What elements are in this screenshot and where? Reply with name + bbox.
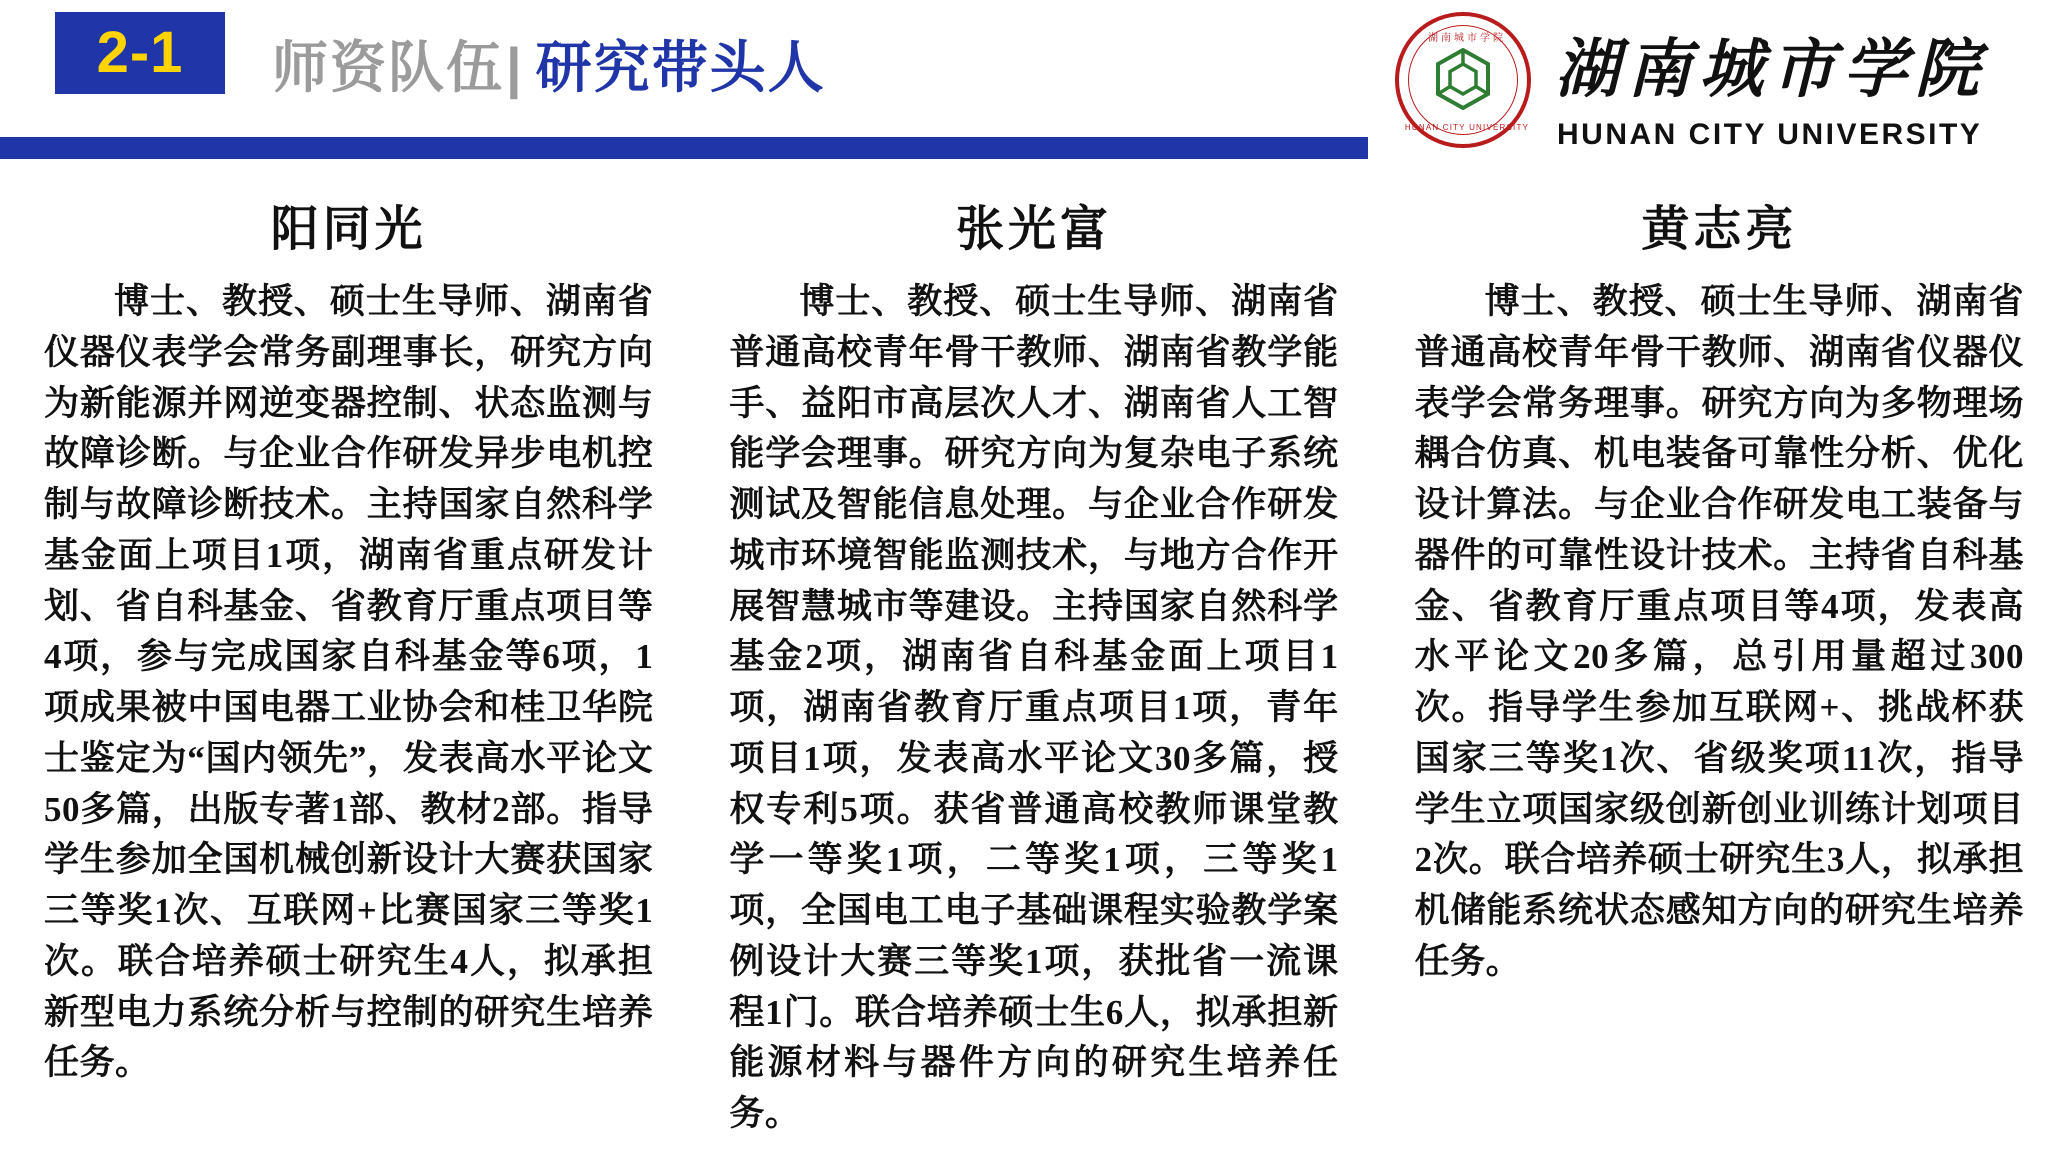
- person-name: 张光富: [955, 203, 1112, 256]
- page-title-separator: |: [506, 36, 522, 99]
- person-name: 黄志亮: [1641, 203, 1798, 256]
- seal-top-label: 湖南城市学院: [1428, 33, 1506, 44]
- university-seal-icon: [1395, 12, 1531, 148]
- person-bio: 博士、教授、硕士生导师、湖南省普通高校青年骨干教师、湖南省仪器仪表学会常务理事。研究方向为多物理场耦合仿真、机电装备可靠性分析、优化设计算法。与企业合作研发电工装备与器件的可靠性设计技术。主持省自科基金、省教育厅重点项目等4项，发表高水平论文20多篇，总引用量超过300次。指导学生参加互联网+、挑战杯获国家三等奖1次、省级奖项11次，指导学生立项国家级创新创业训练计划项目2次。联合培养硕士研究生3人，拟承担机储能系统状态感知方向的研究生培养任务。: [1414, 282, 2024, 981]
- person-columns: [0, 190, 2048, 1140]
- person-card-3: [1391, 190, 2048, 1140]
- person-name: 阳同光: [270, 203, 427, 256]
- university-name-cn: 湖南城市学院: [1555, 34, 1987, 105]
- university-name-en: HUNAN CITY UNIVERSITY: [1557, 118, 1983, 151]
- section-number-label: 2-1: [96, 20, 184, 85]
- page-title: [272, 24, 826, 104]
- seal-hex-emblem-icon: [1435, 48, 1491, 110]
- person-bio: 博士、教授、硕士生导师、湖南省仪器仪表学会常务副理事长，研究方向为新能源并网逆变器控制、状态监测与故障诊断。与企业合作研发异步电机控制与故障诊断技术。主持国家自然科学基金面上项目1项，湖南省重点研发计划、省自科基金、省教育厅重点项目等4项，参与完成国家自科基金等6项，1项成果被中国电器工业协会和桂卫华院士鉴定为“国内领先”，发表高水平论文50多篇，出版专著1部、教材2部。指导学生参加全国机械创新设计大赛获国家三等奖1次、互联网+比赛国家三等奖1次。联合培养硕士研究生4人，拟承担新型电力系统分析与控制的研究生培养任务。: [44, 282, 654, 1083]
- page-title-subject: 研究带头人: [535, 36, 826, 99]
- header-rule-highlight: [0, 132, 1368, 135]
- page-title-category: 师资队伍: [272, 36, 504, 99]
- person-card-1: [20, 190, 677, 1140]
- section-number-badge: [55, 12, 225, 94]
- university-logo: [1395, 10, 2035, 170]
- seal-bottom-label: HUNAN CITY UNIVERSITY: [1404, 123, 1530, 132]
- person-card-2: [705, 190, 1362, 1140]
- header-rule: [0, 137, 1368, 159]
- person-bio: 博士、教授、硕士生导师、湖南省普通高校青年骨干教师、湖南省教学能手、益阳市高层次人才、湖南省人工智能学会理事。研究方向为复杂电子系统测试及智能信息处理。与企业合作研发城市环境智能监测技术，与地方合作开展智慧城市等建设。主持国家自然科学基金2项，湖南省自科基金面上项目1项，湖南省教育厅重点项目1项，青年项目1项，发表高水平论文30多篇，授权专利5项。获省普通高校教师课堂教学一等奖1项，二等奖1项，三等奖1项，全国电工电子基础课程实验教学案例设计大赛三等奖1项，获批省一流课程1门。联合培养硕士生6人，拟承担新能源材料与器件方向的研究生培养任务。: [729, 282, 1339, 1133]
